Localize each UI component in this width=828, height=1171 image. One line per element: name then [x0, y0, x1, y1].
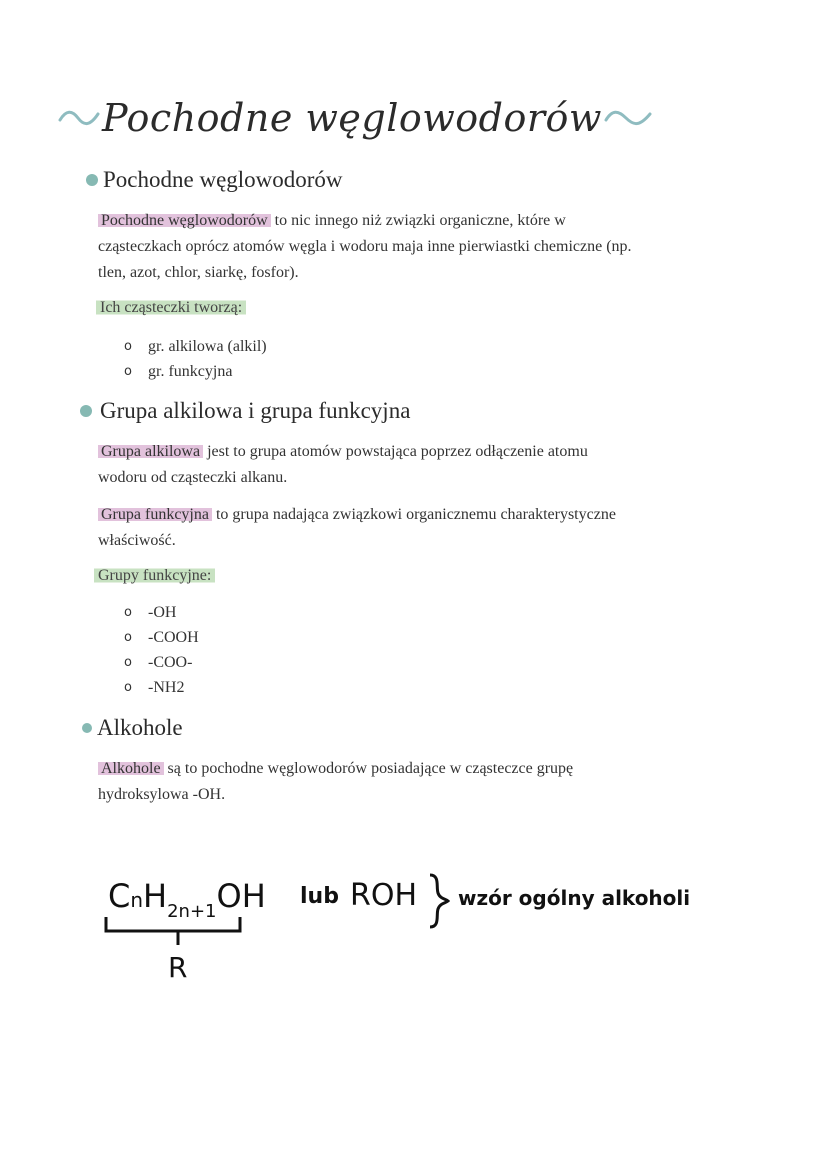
formula-main — [108, 877, 266, 922]
paragraph-line — [98, 208, 738, 234]
list-item-text: gr. funkcyjna — [148, 362, 233, 380]
paragraph-line: cząsteczkach oprócz atomów węgla i wodoru maja inne pierwiastki chemiczne (np. — [98, 238, 632, 255]
highlighted-term: Alkohole — [98, 760, 164, 777]
wave-left-icon — [58, 108, 100, 128]
paragraph-text: jest to grupa atomów powstająca poprzez odłączenie atomu — [203, 443, 588, 460]
paragraph-line: właściwość. — [98, 532, 176, 549]
highlighted-term: Grupa alkilowa — [98, 443, 203, 460]
dot-icon — [86, 174, 98, 186]
circle-bullet-icon: o — [124, 339, 132, 354]
formula-oh: OH — [216, 877, 266, 915]
paragraph-line — [98, 502, 738, 528]
paragraph-definition — [98, 208, 738, 286]
list-item-text: -NH2 — [148, 678, 185, 696]
circle-bullet-icon: o — [124, 680, 132, 695]
page-title: Pochodne węglowodorów — [102, 96, 602, 140]
list-item — [124, 650, 199, 675]
circle-bullet-icon: o — [124, 364, 132, 379]
highlighted-term: Grupa funkcyjna — [98, 506, 212, 523]
list-item-text: -COO- — [148, 653, 193, 671]
paragraph-line — [98, 439, 738, 465]
section-heading-text: Alkohole — [97, 715, 183, 740]
highlighted-label: Ich cząsteczki tworzą: — [96, 299, 246, 316]
label-molecules — [96, 299, 246, 317]
handwritten-formula — [90, 855, 710, 995]
handwriting-or: lub — [300, 884, 339, 909]
paragraph-alkyl — [98, 439, 738, 491]
dot-icon — [82, 723, 92, 733]
dot-icon — [80, 405, 92, 417]
list-item — [124, 359, 267, 384]
handwriting-alt-formula: ROH — [350, 878, 418, 913]
paragraph-functional — [98, 502, 738, 554]
paragraph-text: to nic innego niż związki organiczne, które w — [270, 212, 566, 229]
paragraph-line — [98, 756, 738, 782]
paragraph-alcohols — [98, 756, 738, 808]
section-heading-alkohole — [82, 715, 183, 741]
paragraph-line: tlen, azot, chlor, siarkę, fosfor). — [98, 264, 299, 281]
list-molecule-parts — [124, 334, 267, 384]
handwriting-brace-label: R — [168, 951, 188, 984]
paragraph-line: hydroksylowa -OH. — [98, 786, 226, 803]
list-item — [124, 600, 199, 625]
section-heading-text: Pochodne węglowodorów — [103, 167, 343, 192]
list-functional-groups — [124, 600, 199, 700]
list-item-text: -OH — [148, 603, 177, 621]
list-item — [124, 334, 267, 359]
formula-n: n — [130, 888, 144, 912]
formula-c: C — [108, 877, 131, 915]
list-item — [124, 675, 199, 700]
paragraph-line: wodoru od cząsteczki alkanu. — [98, 469, 288, 486]
paragraph-text: to grupa nadająca związkowi organicznemu charakterystyczne — [211, 506, 616, 523]
section-heading-text: Grupa alkilowa i grupa funkcyjna — [100, 398, 411, 423]
circle-bullet-icon: o — [124, 655, 132, 670]
wave-right-icon — [604, 108, 652, 128]
highlighted-label: Grupy funkcyjne: — [94, 567, 215, 584]
circle-bullet-icon: o — [124, 630, 132, 645]
formula-subscript: 2n+1 — [167, 901, 217, 922]
list-item — [124, 625, 199, 650]
title-row — [58, 96, 652, 140]
section-heading-pochodne — [86, 167, 343, 193]
list-item-text: gr. alkilowa (alkil) — [148, 337, 267, 355]
label-functional-groups — [94, 567, 215, 585]
curly-brace-icon — [430, 875, 448, 927]
handwriting-note: wzór ogólny alkoholi — [458, 886, 691, 910]
circle-bullet-icon: o — [124, 605, 132, 620]
highlighted-term: Pochodne węglowodorów — [98, 212, 271, 229]
paragraph-text: są to pochodne węglowodorów posiadające w cząsteczce grupę — [163, 760, 574, 777]
list-item-text: -COOH — [148, 628, 199, 646]
section-heading-grupy — [80, 398, 410, 424]
formula-h: H — [143, 877, 168, 915]
